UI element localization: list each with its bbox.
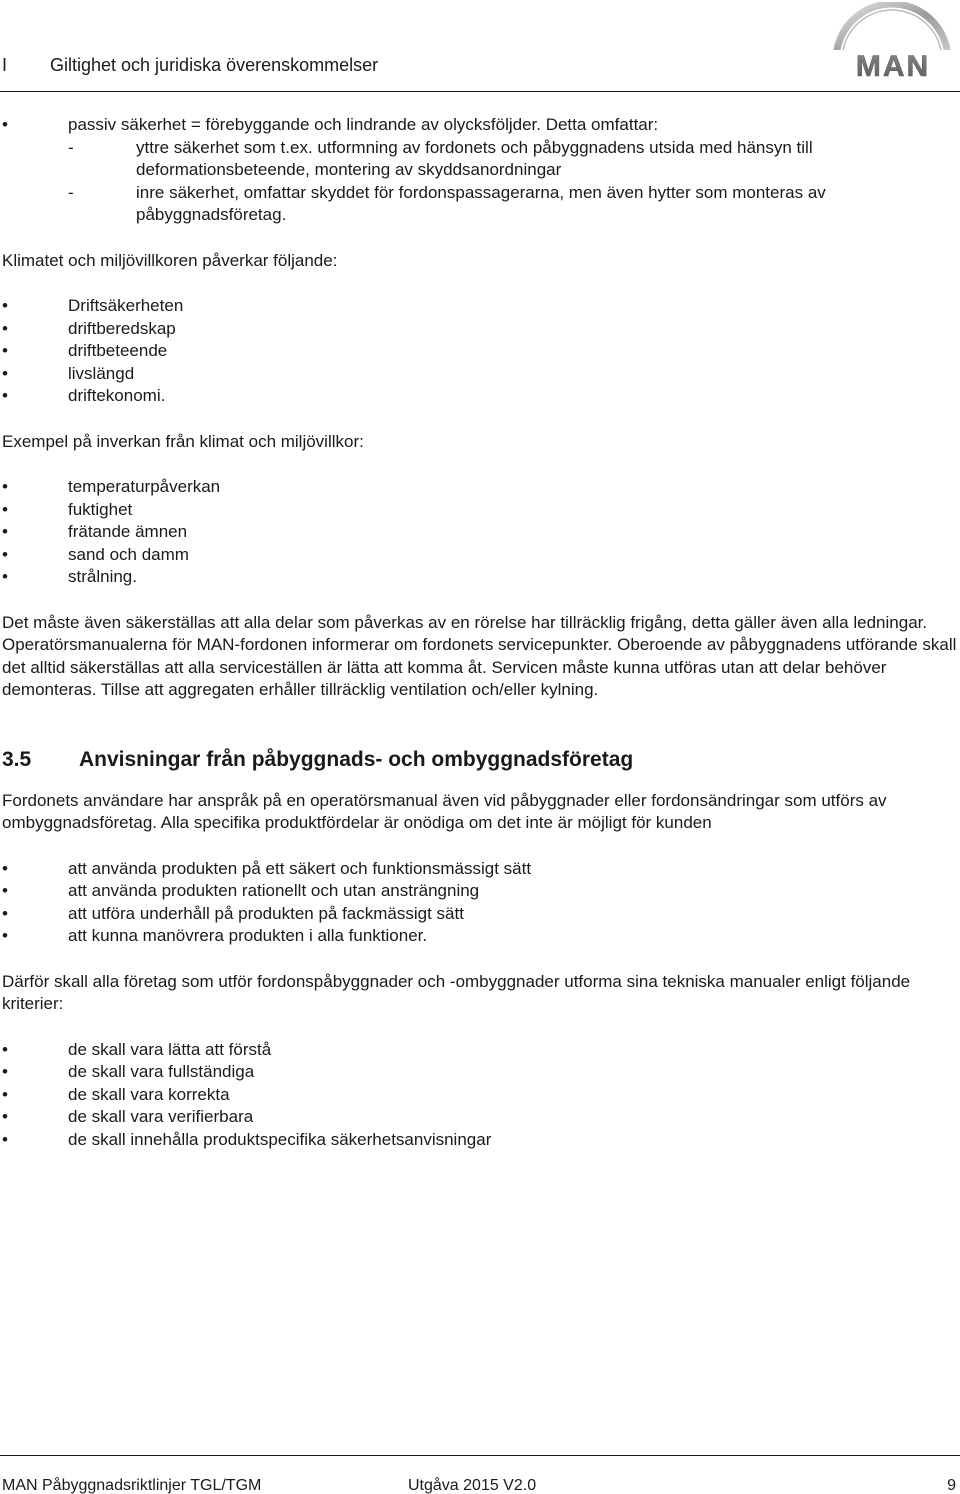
list-item: • att använda produkten rationellt och utan ansträngning (2, 881, 480, 900)
section-number: 3.5 (2, 747, 32, 771)
list-item: • driftberedskap (2, 318, 176, 338)
chapter-title: Giltighet och juridiska överenskommelser (50, 55, 379, 75)
bullet-marker: • (2, 115, 8, 134)
man-logo (822, 2, 960, 88)
list-item: • att utföra underhåll på produkten på fackmässigt sätt (2, 903, 464, 923)
list-item: • sand och damm (2, 544, 189, 564)
page-header (0, 0, 960, 95)
paragraph-clearance: Det måste även säkerställas att alla delar som påverkas av en rörelse har tillräcklig frigång, detta gäller även alla ledningar. Operatörsmanualerna för MAN-fordonen informerar om fordonets servicepunkter. Oberoende av påbyggnadens utförande skall det alltid säkerställas att alla serviceställen är lätta att komma åt. Servicen måste kunna utföras utan att delar behöver demonteras. Tillse att aggregaten erhåller tillräcklig ventilation och/eller kylning. (2, 612, 957, 699)
svg-text:MAN: MAN (855, 50, 931, 83)
dash-marker: - (68, 182, 74, 202)
header-rule (0, 91, 960, 92)
list-item: - yttre säkerhet som t.ex. utformning av fordonets och påbyggnadens utsida med hänsyn till deformationsbeteende, montering av skyddsanordningar (68, 137, 813, 179)
page-number: 9 (947, 1477, 956, 1494)
list-item: • de skall vara verifierbara (2, 1107, 254, 1126)
list-item: - inre säkerhet, omfattar skyddet för fordonspassagerarna, men även hytter som monteras av påbyggnadsföretag. (68, 182, 826, 224)
section-heading (2, 746, 960, 774)
list-item: • att använda produkten på ett säkert och funktionsmässigt sätt (2, 858, 532, 878)
page-content (2, 114, 960, 1151)
footer-rule (0, 1455, 960, 1456)
document-title: MAN Påbyggnadsriktlinjer TGL/TGM (2, 1477, 262, 1494)
list-item: • passiv säkerhet = förebyggande och lindrande av olycksföljder. Detta omfattar: (2, 114, 960, 137)
page-footer (0, 1455, 960, 1494)
paragraph-manual: Fordonets användare har anspråk på en operatörsmanual även vid påbyggnader eller fordonsändringar som utförs av ombyggnadsföretag. Alla specifika produktfördelar är onödiga om det inte är möjligt för kunden (2, 790, 887, 832)
climate-intro: Klimatet och miljövillkoren påverkar följande: (2, 250, 338, 270)
list-item: • driftbeteende (2, 341, 168, 360)
list-item: • de skall vara lätta att förstå (2, 1039, 272, 1059)
list-item: • de skall vara fullständiga (2, 1062, 255, 1081)
list-item: • Driftsäkerheten (2, 296, 184, 315)
list-item: • frätande ämnen (2, 522, 188, 541)
section-title: Anvisningar från påbyggnads- och ombyggnadsföretag (79, 747, 634, 771)
list-item: • livslängd (2, 363, 135, 383)
chapter-number: I (2, 55, 8, 75)
list-item: • att kunna manövrera produkten i alla funktioner. (2, 926, 428, 945)
document-edition: Utgåva 2015 V2.0 (408, 1477, 537, 1494)
list-item: • strålning. (2, 567, 137, 586)
list-item: • de skall innehålla produktspecifika säkerhetsanvisningar (2, 1129, 492, 1149)
list-item: • temperaturpåverkan (2, 477, 221, 496)
list-item: • driftekonomi. (2, 386, 166, 405)
list-item: • fuktighet (2, 499, 133, 519)
examples-intro: Exempel på inverkan från klimat och miljövillkor: (2, 431, 364, 451)
list-item: • de skall vara korrekta (2, 1084, 230, 1104)
dash-marker: - (68, 137, 74, 157)
paragraph-criteria: Därför skall alla företag som utför fordonspåbyggnader och -ombyggnader utforma sina tekniska manualer enligt följande kriterier: (2, 971, 911, 1013)
